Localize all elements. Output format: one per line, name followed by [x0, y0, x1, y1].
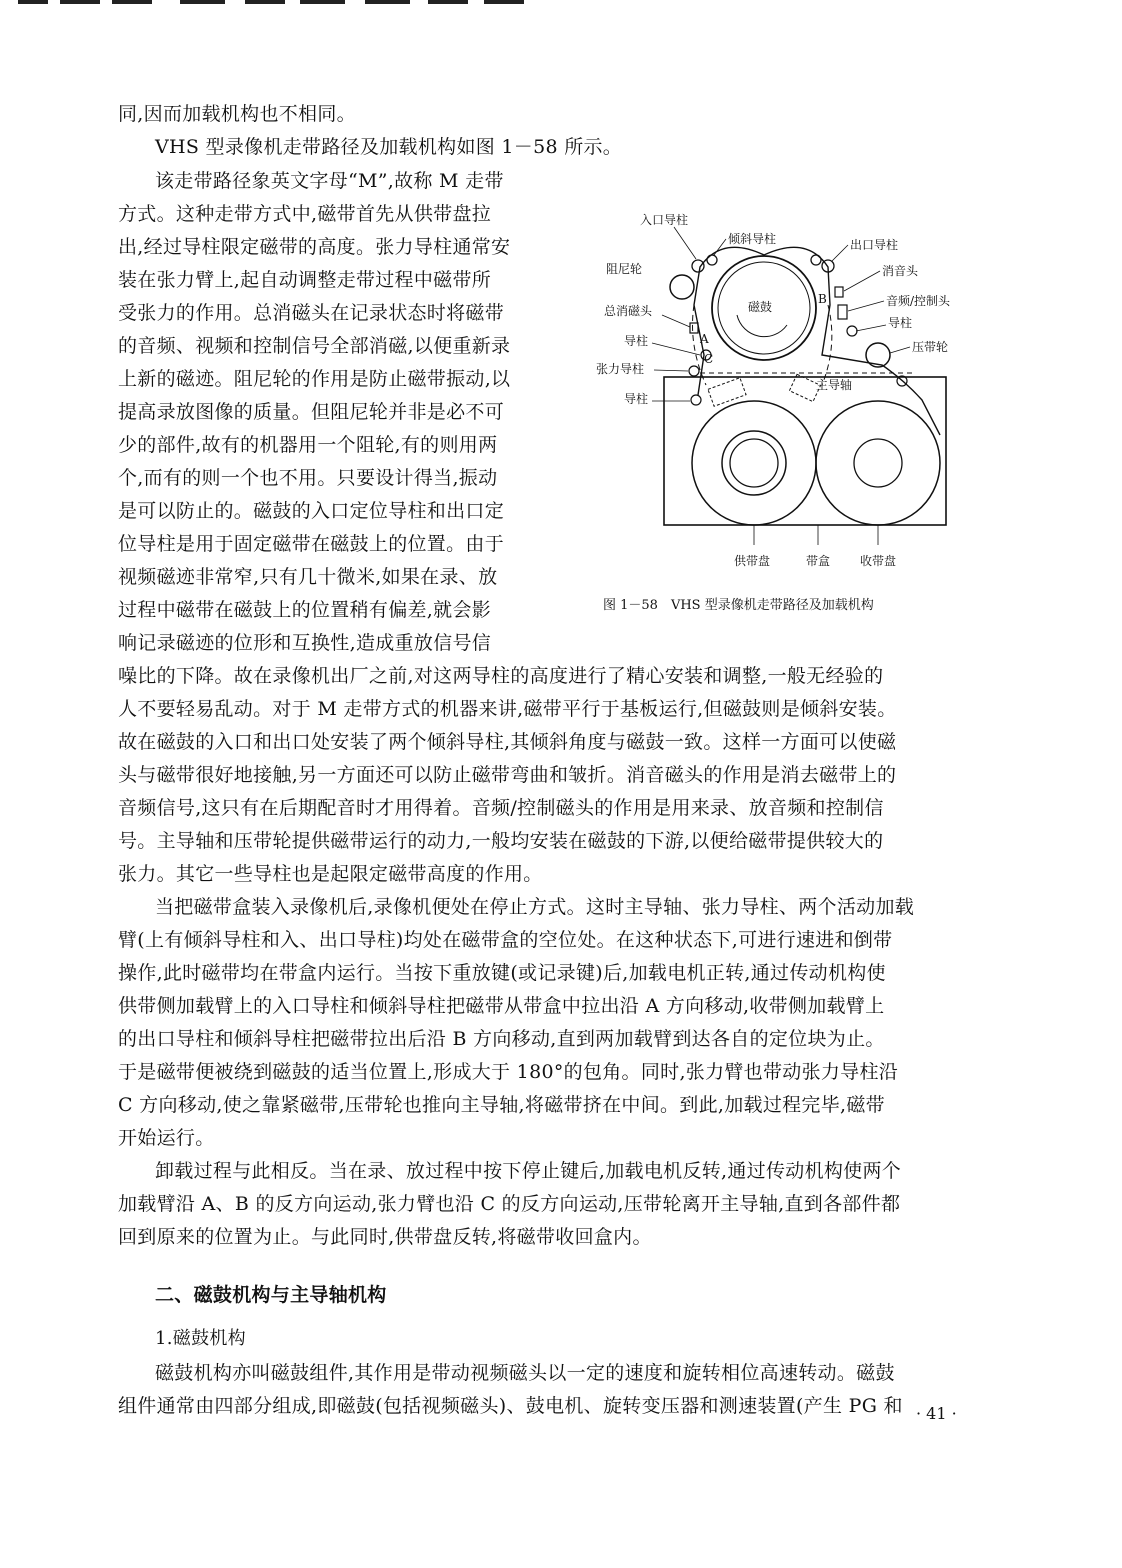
text-line: 方式。这种走带方式中,磁带首先从供带盘拉 [118, 203, 492, 225]
supply-reel-outer [692, 401, 816, 525]
page-number: · 41 · [916, 1404, 957, 1423]
text-line: 提高录放图像的质量。但阻尼轮并非是必不可 [118, 401, 505, 423]
subheading: 1.磁鼓机构 [155, 1328, 246, 1349]
label-supply-reel: 供带盘 [734, 554, 771, 568]
mark-b: B [818, 292, 827, 306]
text-line: 臂(上有倾斜导柱和入、出口导柱)均处在磁带盒的空位处。在这种状态下,可进行速进和倒带 [118, 929, 893, 951]
scan-edge-mark [300, 0, 345, 4]
slant-guide-post [811, 255, 821, 265]
scan-edge-mark [112, 0, 152, 4]
text-line: 张力。其它一些导柱也是起限定磁带高度的作用。 [118, 863, 543, 885]
mark-c: C [704, 352, 714, 366]
label-erase-head: 消音头 [882, 264, 919, 278]
label-guide-bottom: 导柱 [624, 392, 649, 406]
label-cassette: 带盒 [806, 554, 831, 568]
scan-edge-mark [180, 0, 225, 4]
text-line: 噪比的下降。故在录像机出厂之前,对这两导柱的高度进行了精心安装和调整,一般无经验的 [118, 665, 884, 687]
damper-wheel [670, 275, 694, 299]
mark-a: A [700, 332, 709, 346]
scan-edge-mark [18, 0, 48, 4]
text-line: 人不要轻易乱动。对于 M 走带方式的机器来讲,磁带平行于基板运行,但磁鼓则是倾斜安装。 [118, 698, 897, 720]
drum-rotation-arrow [737, 315, 787, 337]
text-line: 的出口导柱和倾斜导柱把磁带拉出后沿 B 方向移动,直到两加载臂到达各自的定位块为止。 [118, 1028, 885, 1050]
text-line: 回到原来的位置为止。与此同时,供带盘反转,将磁带收回盒内。 [118, 1226, 652, 1248]
text-line: 头与磁带很好地接触,另一方面还可以防止磁带弯曲和皱折。消音磁头的作用是消去磁带上的 [118, 764, 897, 786]
takeup-reel-hub [854, 439, 902, 487]
label-exit-guide: 出口导柱 [850, 238, 899, 252]
text-line: 少的部件,故有的机器用一个阻轮,有的则用两 [118, 434, 498, 456]
text-line: 过程中磁带在磁鼓上的位置稍有偏差,就会影 [118, 599, 492, 621]
text-line: 于是磁带便被绕到磁鼓的适当位置上,形成大于 180°的包角。同时,张力臂也带动张力导柱沿 [118, 1061, 899, 1083]
guide-post [847, 326, 857, 336]
takeup-reel-outer [816, 401, 940, 525]
label-guide-right: 导柱 [888, 316, 913, 330]
supply-reel-hub [722, 431, 786, 495]
label-entry-guide: 入口导柱 [640, 213, 689, 227]
entry-guide-post [692, 260, 704, 272]
text-line: 音频信号,这只有在后期配音时才用得着。音频/控制磁头的作用是用来录、放音频和控制信 [118, 797, 884, 819]
text-line: C 方向移动,使之靠紧磁带,压带轮也推向主导轴,将磁带挤在中间。到此,加载过程完毕,磁带 [118, 1094, 885, 1116]
text-line: 上新的磁迹。阻尼轮的作用是防止磁带振动,以 [118, 368, 511, 390]
text-line: 响记录磁迹的位形和互换性,造成重放信号信 [118, 632, 492, 654]
label-full-erase-head: 总消磁头 [604, 304, 653, 318]
text-line: 故在磁鼓的入口和出口处安装了两个倾斜导柱,其倾斜角度与磁鼓一致。这样一方面可以使磁 [118, 731, 897, 753]
label-damper: 阻尼轮 [606, 262, 643, 276]
text-line: 该走带路径象英文字母“M”,故称 M 走带 [155, 170, 504, 192]
text-line: 受张力的作用。总消磁头在记录状态时将磁带 [118, 302, 505, 324]
figure-caption: 图 1－58 VHS 型录像机走带路径及加载机构 [603, 598, 874, 613]
text-line: 卸载过程与此相反。当在录、放过程中按下停止键后,加载电机反转,通过传动机构使两个 [155, 1160, 902, 1182]
section-heading: 二、磁鼓机构与主导轴机构 [155, 1284, 387, 1306]
text-line: 供带侧加载臂上的入口导柱和倾斜导柱把磁带从带盒中拉出沿 A 方向移动,收带侧加载臂上 [118, 995, 885, 1017]
text-line: 装在张力臂上,起自动调整走带过程中磁带所 [118, 269, 492, 291]
label-tension-guide: 张力导柱 [596, 362, 645, 376]
label-takeup-reel: 收带盘 [860, 554, 897, 568]
scan-edge-mark [484, 0, 524, 4]
scan-edge-mark [245, 0, 285, 4]
scan-edge-mark [428, 0, 468, 4]
tension-guide-post [689, 366, 699, 376]
text-line: 组件通常由四部分组成,即磁鼓(包括视频磁头)、鼓电机、旋转变压器和测速装置(产生 PG 和 [118, 1395, 903, 1417]
text-line: 位导柱是用于固定磁带在磁鼓上的位置。由于 [118, 533, 505, 555]
label-guide-left: 导柱 [624, 334, 649, 348]
scan-edge-mark [365, 0, 410, 4]
vhs-tape-path-figure [582, 205, 962, 580]
scan-edge-mark [60, 0, 100, 4]
text-line: 是可以防止的。磁鼓的入口定位导柱和出口定 [118, 500, 505, 522]
text-line: 个,而有的则一个也不用。只要设计得当,振动 [118, 467, 498, 489]
pinch-roller [866, 343, 890, 367]
full-erase-head [690, 323, 698, 333]
label-capstan: 主导轴 [816, 378, 853, 392]
audio-control-head [838, 305, 847, 319]
slant-guide-post [707, 255, 717, 265]
label-drum: 磁鼓 [748, 300, 773, 314]
text-line: 视频磁迹非常窄,只有几十微米,如果在录、放 [118, 566, 498, 588]
audio-erase-head [835, 287, 843, 297]
label-pinch-roller: 压带轮 [912, 340, 949, 354]
text-line: 号。主导轴和压带轮提供磁带运行的动力,一般均安装在磁鼓的下游,以便给磁带提供较大的 [118, 830, 884, 852]
text-line: 操作,此时磁带均在带盒内运行。当按下重放键(或记录键)后,加载电机正转,通过传动机构使 [118, 962, 886, 984]
guide-post [691, 395, 701, 405]
label-slant-guide: 倾斜导柱 [728, 232, 777, 246]
text-line: 同,因而加载机构也不相同。 [118, 103, 356, 125]
label-audio-control-head: 音频/控制头 [886, 294, 951, 308]
text-line: VHS 型录像机走带路径及加载机构如图 1－58 所示。 [155, 136, 623, 158]
text-line: 磁鼓机构亦叫磁鼓组件,其作用是带动视频磁头以一定的速度和旋转相位高速转动。磁鼓 [155, 1362, 895, 1384]
supply-reel-inner [730, 439, 778, 487]
text-line: 开始运行。 [118, 1127, 215, 1149]
text-line: 加载臂沿 A、B 的反方向运动,张力臂也沿 C 的反方向运动,压带轮离开主导轴,直到各部件都 [118, 1193, 901, 1215]
text-line: 当把磁带盒装入录像机后,录像机便处在停止方式。这时主导轴、张力导柱、两个活动加载 [155, 896, 915, 918]
text-line: 出,经过导柱限定磁带的高度。张力导柱通常安 [118, 236, 511, 258]
text-line: 的音频、视频和控制信号全部消磁,以便重新录 [118, 335, 511, 357]
